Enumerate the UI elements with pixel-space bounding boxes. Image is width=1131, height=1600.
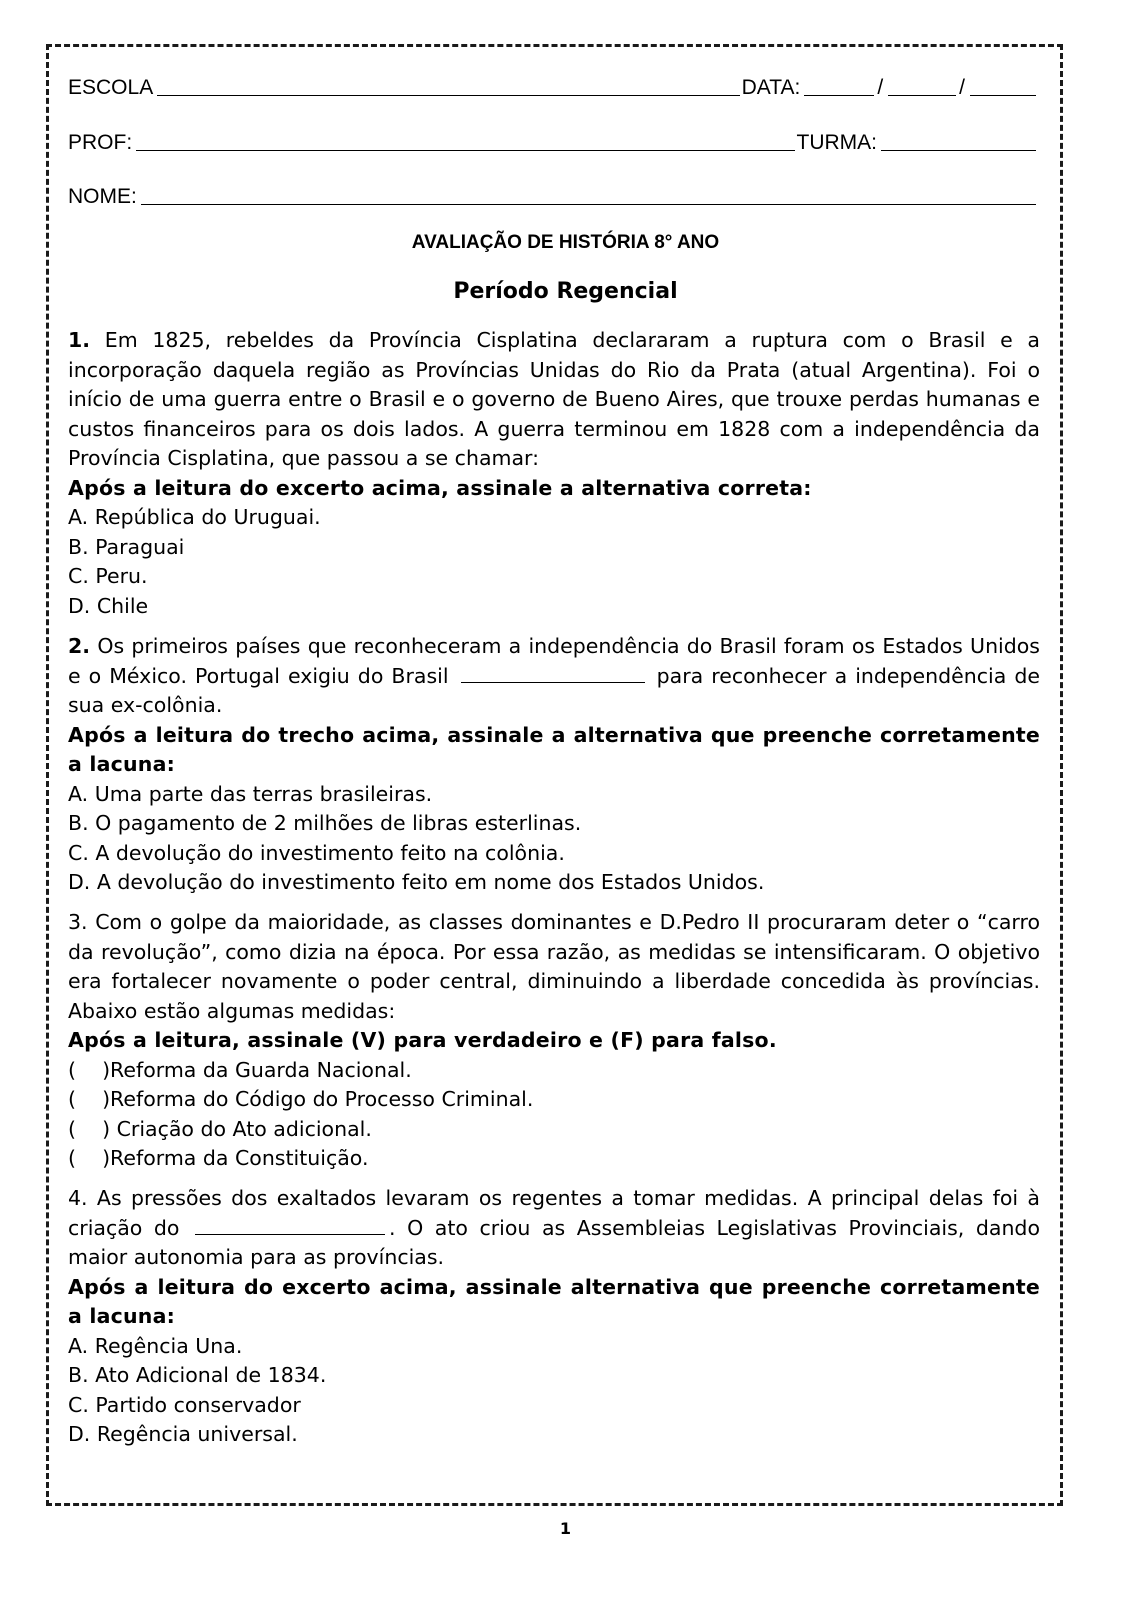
question-4-body-end: . O ato criou as Assembleias Legislativas Provinciais, dando maior autonomia para as províncias. bbox=[68, 1215, 1040, 1269]
date-month-line[interactable] bbox=[888, 95, 956, 96]
question-2-option-a[interactable]: A. Uma parte das terras brasileiras. bbox=[68, 781, 433, 806]
question-2-blank[interactable] bbox=[461, 682, 645, 683]
question-4-body-start: 4. As pressões dos exaltados levaram os regentes a tomar medidas. A principal delas foi à criação do bbox=[68, 1186, 1040, 1240]
question-3-item-4[interactable]: ( )Reforma da Constituição. bbox=[68, 1146, 369, 1170]
school-line[interactable] bbox=[157, 95, 739, 96]
name-field-row bbox=[68, 175, 1038, 209]
question-3-instruction: Após a leitura, assinale (V) para verdadeiro e (F) para falso. bbox=[68, 1028, 777, 1052]
question-2 bbox=[68, 632, 1040, 898]
name-line[interactable] bbox=[141, 204, 1036, 205]
question-2-option-b[interactable]: B. O pagamento de 2 milhões de libras esterlinas. bbox=[68, 811, 582, 835]
question-1-option-a[interactable]: A. República do Uruguai. bbox=[68, 505, 321, 529]
question-4-blank[interactable] bbox=[195, 1234, 385, 1235]
teacher-line[interactable] bbox=[136, 150, 794, 151]
question-4-text bbox=[68, 1184, 1040, 1273]
question-1-text bbox=[68, 326, 1040, 474]
question-4-option-a[interactable]: A. Regência Una. bbox=[68, 1333, 243, 1358]
question-2-instruction: Após a leitura do trecho acima, assinale a alternativa que preenche corretamente a lacuna: bbox=[68, 722, 1040, 776]
question-3-text: 3. Com o golpe da maioridade, as classes dominantes e D.Pedro II procuraram deter o “carro da revolução”, como dizia na época. Por essa razão, as medidas se intensificaram. O objetivo era fortalecer novamente o poder central, diminuindo a liberdade concedida às províncias. Abaixo estão algumas medidas: bbox=[68, 910, 1040, 1023]
question-3 bbox=[68, 908, 1040, 1174]
question-3-item-1[interactable]: ( )Reforma da Guarda Nacional. bbox=[68, 1057, 412, 1082]
date-separator: / bbox=[877, 76, 884, 99]
question-1-body: Em 1825, rebeldes da Província Cisplatina declararam a ruptura com o Brasil e a incorporação daquela região as Províncias Unidas do Rio da Prata (atual Argentina). Foi o início de uma guerra entre o Brasil e o governo de Bueno Aires, que trouxe perdas humanas e custos financeiros para os dois lados. A guerra terminou em 1828 com a independência da Província Cisplatina, que passou a se chamar: bbox=[68, 328, 1040, 470]
school-field-row bbox=[68, 66, 1038, 100]
date-label: DATA: bbox=[741, 76, 801, 99]
question-1-option-c[interactable]: C. Peru. bbox=[68, 564, 148, 588]
question-4-option-d[interactable]: D. Regência universal. bbox=[68, 1422, 298, 1446]
school-label: ESCOLA bbox=[68, 76, 154, 99]
date-year-line[interactable] bbox=[970, 95, 1036, 96]
teacher-field-row bbox=[68, 121, 1038, 155]
date-separator: / bbox=[959, 76, 965, 99]
date-day-line[interactable] bbox=[804, 95, 874, 96]
question-1-option-b[interactable]: B. Paraguai bbox=[68, 534, 185, 559]
page-number: 1 bbox=[559, 1519, 572, 1538]
teacher-label: PROF: bbox=[68, 131, 133, 154]
question-1 bbox=[68, 326, 1040, 621]
question-4-option-c[interactable]: C. Partido conservador bbox=[68, 1392, 301, 1417]
question-3-item-2[interactable]: ( )Reforma do Código do Processo Criminal. bbox=[68, 1087, 534, 1111]
question-2-body-start: Os primeiros países que reconheceram a independência do Brasil foram os Estados Unidos e o México. Portugal exigiu do Brasil bbox=[68, 634, 1040, 688]
exam-subtitle: Período Regencial bbox=[453, 279, 678, 304]
question-2-number: 2. bbox=[68, 634, 91, 658]
question-2-option-d[interactable]: D. A devolução do investimento feito em nome dos Estados Unidos. bbox=[68, 870, 765, 894]
question-4-instruction: Após a leitura do excerto acima, assinale alternativa que preenche corretamente a lacuna: bbox=[68, 1274, 1040, 1328]
question-1-instruction: Após a leitura do excerto acima, assinale a alternativa correta: bbox=[68, 475, 812, 500]
question-4 bbox=[68, 1184, 1040, 1450]
class-label: TURMA: bbox=[796, 131, 877, 154]
exam-title: AVALIAÇÃO DE HISTÓRIA 8° ANO bbox=[411, 232, 720, 253]
class-line[interactable] bbox=[881, 150, 1036, 151]
question-1-option-d[interactable]: D. Chile bbox=[68, 593, 149, 618]
question-4-option-b[interactable]: B. Ato Adicional de 1834. bbox=[68, 1363, 327, 1387]
question-2-option-c[interactable]: C. A devolução do investimento feito na colônia. bbox=[68, 840, 565, 865]
question-3-item-3[interactable]: ( ) Criação do Ato adicional. bbox=[68, 1116, 372, 1141]
name-label: NOME: bbox=[68, 185, 137, 208]
question-2-body-end: para reconhecer a independência de sua ex-colônia. bbox=[68, 663, 1040, 717]
question-2-text bbox=[68, 632, 1040, 721]
question-1-number: 1. bbox=[68, 328, 91, 352]
